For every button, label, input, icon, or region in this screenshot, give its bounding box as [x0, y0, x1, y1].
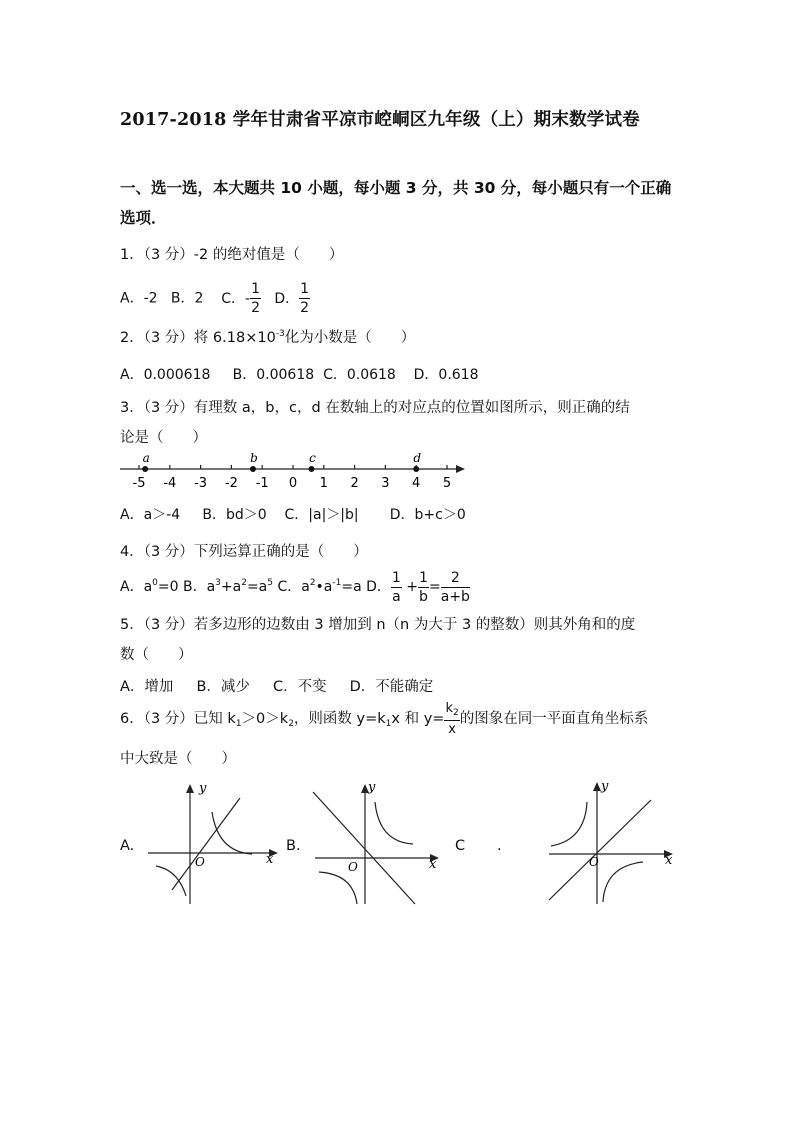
- axis-y-label: y: [199, 781, 207, 796]
- line-graph: [172, 798, 240, 890]
- hyperbola-branch: [375, 802, 413, 844]
- point-label-a: a: [142, 451, 150, 465]
- option-c: C．- $\frac{1}{2}$: [221, 281, 260, 316]
- graph-option-b: [305, 778, 447, 908]
- line-graph: [549, 800, 651, 900]
- axis-y-label: y: [601, 779, 609, 794]
- origin-label: O: [589, 855, 599, 869]
- tick-label: -1: [255, 476, 269, 491]
- option-b: B．bd＞0: [202, 507, 267, 523]
- option-c: C．0.0618: [323, 367, 396, 383]
- question-2-stem: 2．（3 分）将 $6.18\times 10^{-3}$化为小数是（ ）: [120, 329, 416, 346]
- question-1-options: [120, 282, 310, 315]
- tick-label: 5: [442, 476, 452, 491]
- hyperbola-branch: [212, 812, 252, 854]
- tick-label: -3: [194, 476, 208, 491]
- option-c: C．$a^2•a^{-1}=a$: [277, 578, 362, 595]
- axis-x-label: x: [429, 857, 437, 872]
- section-heading-cont: 选项．: [120, 209, 167, 227]
- option-d: D． $\frac{1}{2}$: [274, 281, 310, 316]
- tick-label: 1: [319, 476, 328, 491]
- option-a: A．增加: [120, 679, 174, 695]
- option-a: A．a＞-4: [120, 507, 181, 523]
- axis-x-label: x: [665, 853, 673, 868]
- question-6-stem: 6．（3 分）已知 $k_1>0>k_2$，则函数 $y=k_1x$ 和 y= $\frac{k_2}{x}$ 的图象在同一平面直角坐标系: [120, 701, 649, 737]
- question-2-options: [120, 364, 479, 384]
- option-d: D．不能确定: [349, 679, 434, 695]
- point-d: [413, 466, 419, 472]
- point-label-b: b: [250, 451, 258, 465]
- option-a: A．0.000618: [120, 367, 211, 383]
- option-c: C．|a|＞|b|: [284, 507, 359, 523]
- option-a: A．-2: [120, 290, 158, 307]
- question-5-stem: 5．（3 分）若多边形的边数由 3 增加到 n（n 为大于 3 的整数）则其外角和的度: [120, 617, 636, 633]
- option-d: D．b+c＞0: [389, 507, 466, 523]
- question-4-stem: 4．（3 分）下列运算正确的是（ ）: [120, 544, 368, 560]
- question-4-options: [120, 568, 470, 604]
- question-5-stem-cont: 数（ ）: [120, 647, 193, 663]
- tick-label: -5: [132, 476, 146, 491]
- graph-option-d: [543, 778, 679, 908]
- question-1-stem: 1．（3 分）-2 的绝对值是（ ）: [120, 247, 344, 263]
- point-label-c: c: [309, 451, 316, 465]
- option-b: B．0.00618: [232, 367, 315, 383]
- number-line-arrow: [456, 465, 465, 473]
- axis-x-label: x: [266, 852, 274, 867]
- tick-label: 0: [288, 476, 298, 491]
- option-c-label: C: [455, 838, 466, 854]
- option-a: A．$a^0=0$: [120, 578, 179, 595]
- option-c: C．不变: [272, 679, 327, 695]
- hyperbola-branch: [156, 866, 186, 896]
- point-c: [308, 466, 314, 472]
- number-line-figure: [115, 448, 475, 493]
- option-b: B．$a^3+a^2=a^5$: [182, 578, 273, 595]
- tick-label: -2: [224, 476, 238, 491]
- tick-label: -4: [163, 476, 177, 491]
- point-a: [142, 466, 148, 472]
- graph-option-a: [142, 778, 284, 908]
- section-heading: 一、选一选，本大题共 10 小题，每小题 3 分，共 30 分，每小题只有一个正确: [120, 179, 672, 197]
- question-3-stem: 3．（3 分）有理数 a，b，c，d 在数轴上的对应点的位置如图所示，则正确的结: [120, 400, 630, 416]
- tick-label: 2: [350, 476, 359, 491]
- tick-label: 4: [412, 476, 421, 491]
- option-d-label: .: [497, 838, 502, 854]
- hyperbola-branch: [319, 872, 357, 904]
- option-d: D． $\frac{1}{a}$ + $\frac{1}{b}$ = $\frac{2}{a+b}$: [366, 569, 470, 605]
- option-b: B．减少: [196, 679, 250, 695]
- question-5-options: [120, 675, 433, 696]
- point-label-d: d: [413, 451, 422, 465]
- hyperbola-branch: [551, 802, 587, 846]
- axis-y-label: y: [368, 780, 376, 795]
- origin-label: O: [195, 855, 205, 869]
- line-graph: [313, 792, 415, 904]
- option-b-label: B.: [286, 838, 301, 854]
- hyperbola-branch: [603, 862, 643, 902]
- question-3-stem-cont: 论是（ ）: [120, 430, 207, 446]
- page-title: 2017-2018 学年甘肃省平凉市崆峒区九年级（上）期末数学试卷: [120, 110, 640, 130]
- option-a-label: A.: [120, 838, 135, 854]
- tick-label: 3: [381, 476, 390, 491]
- question-6-stem-cont: 中大致是（ ）: [120, 751, 236, 767]
- option-d: D．0.618: [413, 367, 479, 383]
- option-b: B．2: [170, 290, 204, 307]
- point-b: [250, 466, 256, 472]
- origin-label: O: [348, 860, 358, 874]
- question-3-options: [120, 504, 466, 524]
